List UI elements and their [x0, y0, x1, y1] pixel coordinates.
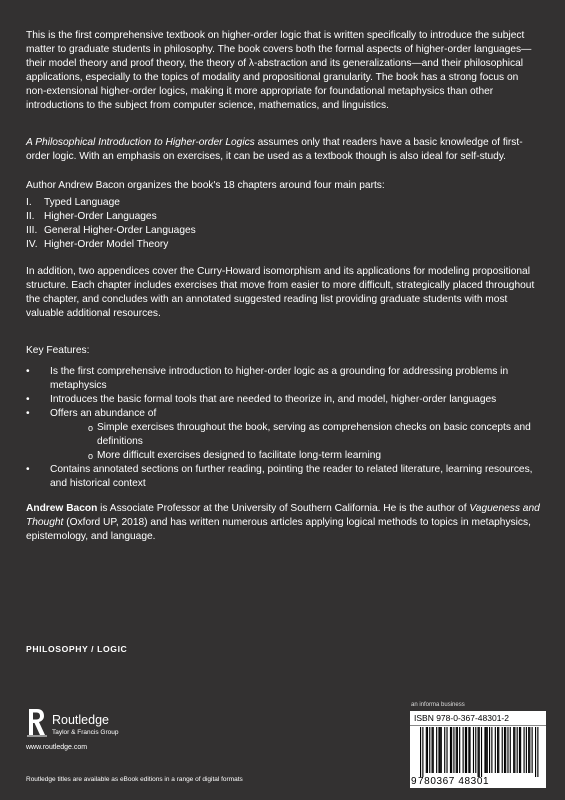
barcode-bar	[438, 727, 439, 773]
key-features-heading: Key Features:	[26, 345, 90, 356]
barcode-bar	[520, 727, 521, 773]
barcode-bar	[479, 727, 480, 777]
barcode-bar	[484, 727, 485, 773]
isbn-divider	[410, 725, 546, 726]
barcode-bar	[436, 727, 437, 773]
barcode-bar	[453, 727, 454, 773]
barcode-bar	[513, 727, 514, 773]
sub-feature-text: Simple exercises throughout the book, serving as comprehension checks on basic concepts and definitions	[97, 422, 531, 447]
barcode-bar	[486, 727, 487, 773]
part-number: III.	[26, 225, 38, 236]
parts-list	[26, 196, 196, 252]
barcode-bar	[478, 727, 479, 777]
barcode-bar	[481, 727, 482, 777]
feature-text: Is the first comprehensive introduction to higher-order logic as a grounding for addressing problems in metaphysics	[50, 366, 509, 391]
feature-item	[26, 463, 546, 491]
bullet-icon: •	[26, 366, 30, 377]
bullet-icon: •	[26, 394, 30, 405]
barcode-bar	[433, 727, 434, 773]
informa-tagline: an informa business	[411, 702, 465, 708]
feature-text: Contains annotated sections on further reading, pointing the reader to related literature, learning resources, and historical context	[50, 464, 533, 489]
barcode-bar	[519, 727, 520, 773]
barcode-bar	[498, 727, 499, 773]
author-bio	[26, 502, 541, 544]
barcode-bar	[446, 727, 447, 773]
barcode-bar	[450, 727, 451, 773]
barcode-bar	[432, 727, 433, 773]
barcode-bar	[441, 727, 442, 773]
barcode-bar	[489, 727, 490, 773]
isbn-barcode	[410, 711, 546, 788]
part-item	[26, 210, 196, 224]
assumes-text: assumes only that readers have a basic knowledge of first-order logic. With an emphasis on exercises, it can be used as a textbook though is also ideal for self-study.	[26, 137, 523, 162]
feature-item	[26, 365, 546, 393]
part-item	[26, 224, 196, 238]
barcode-bar	[514, 727, 515, 773]
sub-bullet-icon: o	[88, 423, 94, 433]
barcode-bar	[466, 727, 467, 773]
isbn-label: ISBN 978-0-367-48301-2	[414, 713, 509, 723]
barcode-bar	[473, 727, 474, 773]
intro-paragraph: This is the first comprehensive textbook on higher-order logic that is written specifically to introduce the subject matter to graduate students in philosophy. The book covers both the formal aspects of higher-order languages—their model theory and proof theory, the theory of λ-abstraction and its generalizations—and their philosophical applications, especially to the topics of modality and propositional granularity. The book has a strong focus on non-extensional higher-order logics, making it more appropriate for foundational metaphysics than other introductions to the subject from computer science, mathematics, and linguistics.	[26, 30, 532, 111]
feature-item	[26, 407, 546, 463]
barcode-bar	[475, 727, 476, 773]
barcode-bar	[468, 727, 469, 773]
publisher-url[interactable]: www.routledge.com	[26, 744, 88, 751]
barcode-bar	[532, 727, 533, 773]
part-number: IV.	[26, 239, 38, 250]
barcode-bar	[537, 727, 538, 777]
barcode-bar	[497, 727, 498, 773]
subject-category: PHILOSOPHY / LOGIC	[26, 644, 128, 654]
part-label: General Higher-Order Languages	[44, 225, 196, 236]
barcode-digits: 780367 48301	[418, 776, 490, 787]
bullet-icon: •	[26, 464, 30, 475]
author-bio-text-end: (Oxford UP, 2018) and has written numerous articles applying logical methods to topics in metaphysics, epistemology, and language.	[26, 517, 531, 542]
barcode-bar	[524, 727, 525, 773]
feature-text: Introduces the basic formal tools that are needed to theorize in, and model, higher-order languages	[50, 394, 497, 405]
part-number: II.	[26, 211, 35, 222]
routledge-logo-icon	[26, 707, 48, 737]
barcode-bar	[517, 727, 518, 773]
barcode-bar	[469, 727, 470, 773]
barcode-bar	[440, 727, 441, 773]
ebook-note: Routledge titles are available as eBook editions in a range of digital formats	[26, 776, 243, 783]
barcode-bar	[456, 727, 457, 773]
barcode-bar	[465, 727, 466, 773]
sub-feature-text: More difficult exercises designed to facilitate long-term learning	[97, 450, 382, 461]
barcode-bar	[502, 727, 503, 773]
barcode-bar	[526, 727, 527, 773]
feature-item	[26, 393, 546, 407]
sub-features-list	[50, 421, 546, 463]
publisher-group: Taylor & Francis Group	[52, 729, 119, 736]
publisher-name: Routledge	[52, 713, 109, 727]
barcode-bar	[487, 727, 488, 773]
organizes-paragraph: Author Andrew Bacon organizes the book's 18 chapters around four main parts:	[26, 180, 385, 191]
barcode-bar	[463, 727, 464, 773]
publisher-logo-block	[26, 707, 166, 757]
sub-feature-item	[50, 449, 546, 463]
part-number: I.	[26, 197, 32, 208]
barcode-bar	[504, 727, 505, 773]
barcode-bar	[429, 727, 430, 773]
book-title: A Philosophical Introduction to Higher-order Logics	[26, 137, 255, 148]
barcode-bar	[422, 727, 423, 777]
barcode-bar	[427, 727, 428, 773]
part-item	[26, 238, 196, 252]
barcode-bar	[529, 727, 530, 773]
feature-text: Offers an abundance of	[50, 408, 157, 419]
barcode-bar	[426, 727, 427, 773]
part-item	[26, 196, 196, 210]
sub-feature-item	[50, 421, 546, 449]
barcode-bar	[451, 727, 452, 773]
barcode-bar	[528, 727, 529, 773]
sub-bullet-icon: o	[88, 451, 94, 461]
author-book-title: Vagueness and Thought	[26, 503, 540, 528]
barcode-bar	[510, 727, 511, 773]
barcode-bar	[420, 727, 421, 777]
barcode-bar	[507, 727, 508, 773]
features-list	[26, 365, 546, 491]
barcode-bar	[491, 727, 492, 773]
assumes-paragraph	[26, 136, 541, 164]
barcode-bar	[457, 727, 458, 773]
barcode-bar	[444, 727, 445, 773]
author-name: Andrew Bacon	[26, 503, 98, 514]
barcode-bar	[495, 727, 496, 773]
barcode-bar	[459, 727, 460, 773]
part-label: Higher-Order Model Theory	[44, 239, 169, 250]
part-label: Typed Language	[44, 197, 120, 208]
barcode-lead-digit: 9	[411, 776, 417, 787]
author-bio-text: is Associate Professor at the University of Southern California. He is the author of	[97, 503, 470, 514]
bullet-icon: •	[26, 408, 30, 419]
barcode-icon	[412, 727, 544, 777]
barcode-bar	[505, 727, 506, 773]
appendices-paragraph: In addition, two appendices cover the Curry-Howard isomorphism and its applications for modeling propositional structure. Each chapter includes exercises that move from easier to more difficult, strategically placed throughout the chapter, and concludes with an annotated suggested reading list providing graduate students with most valuable additional resources.	[26, 266, 535, 319]
part-label: Higher-Order Languages	[44, 211, 157, 222]
barcode-bar	[535, 727, 536, 777]
